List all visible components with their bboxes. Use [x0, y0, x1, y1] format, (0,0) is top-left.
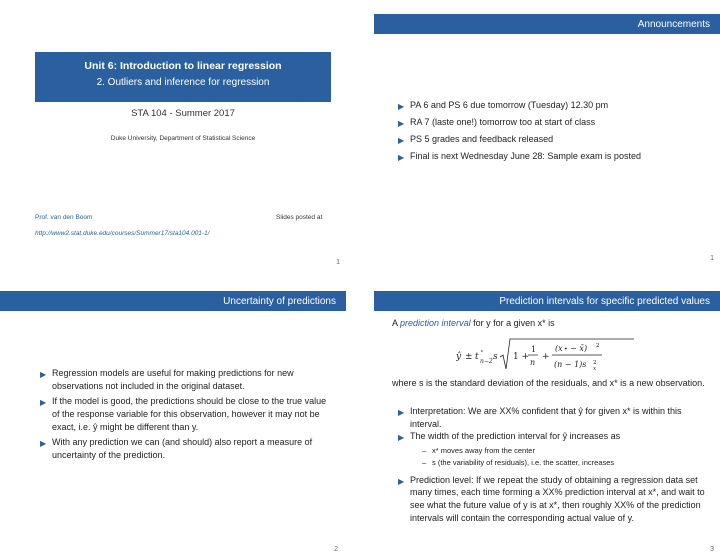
svg-text:n−2: n−2	[480, 358, 493, 365]
uncertainty-list	[40, 367, 335, 468]
svg-text:2: 2	[596, 343, 600, 349]
svg-text:n: n	[530, 358, 536, 367]
sub-list-item: – s (the variability of residuals), i.e. the scatter, increases	[422, 458, 615, 468]
page-number: 1	[710, 255, 714, 262]
bullet-triangle-icon: ▶	[40, 439, 47, 449]
sub-list	[422, 446, 620, 469]
slide-header: Uncertainty of predictions	[0, 291, 346, 311]
slides-posted-label: Slides posted at	[276, 214, 323, 221]
announcement-list	[398, 100, 716, 168]
svg-text:1 +: 1 +	[513, 352, 530, 362]
bullet-triangle-icon: ▶	[398, 136, 405, 145]
svg-text:s: s	[493, 352, 498, 362]
slide-title	[0, 10, 346, 268]
bullet-triangle-icon: ▶	[40, 398, 47, 408]
bullet-triangle-icon: ▶	[398, 102, 405, 111]
list-item: ▶ With any prediction we can (and should) also report a measure of uncertainty of the prediction.	[40, 437, 313, 461]
list-item: ▶ Final is next Wednesday June 28: Sample exam is posted	[398, 151, 641, 162]
title-block	[35, 52, 331, 102]
institution: Duke University, Department of Statistical Science	[110, 135, 256, 142]
deck-subtitle: 2. Outliers and inference for regression	[96, 77, 270, 88]
bullet-triangle-icon: ▶	[40, 370, 47, 379]
svg-text:x: x	[593, 366, 597, 372]
list-item: ▶ Interpretation: We are XX% confident that ŷ for given x* is within this interval.	[398, 406, 682, 429]
slide-prediction-intervals	[374, 291, 720, 557]
slides-url[interactable]: http://www2.stat.duke.edu/courses/Summer17/sta104.001-1/	[35, 230, 210, 237]
slide-announcements	[374, 14, 720, 268]
list-item: ▶ PS 5 grades and feedback released	[398, 134, 554, 145]
slide-header: Prediction intervals for specific predicted values	[374, 291, 720, 311]
bullet-triangle-icon: ▶	[398, 433, 405, 443]
bullet-triangle-icon: ▶	[398, 119, 405, 128]
list-item: ▶ If the model is good, the predictions should be close to the true value of the response variable for this observation, however it may not be exact, i.e. ŷ might be different than y.	[40, 396, 327, 433]
svg-text:+: +	[542, 352, 550, 362]
page-number: 2	[334, 546, 338, 553]
where-text: where s is the standard deviation of the residuals, and x* is a new observation.	[392, 378, 705, 388]
bullet-triangle-icon: ▶	[398, 153, 405, 162]
slide-header: Announcements	[374, 14, 720, 34]
svg-text:ŷ: ŷ	[456, 352, 462, 362]
svg-text:2: 2	[593, 360, 597, 366]
list-item: ▶ Prediction level: If we repeat the study of obtaining a regression data set many times, each time forming a XX% prediction interval at x*, and wait to see what the future value of y is at x*, then roughly XX% of the prediction intervals will contain the corresponding actual value of y.	[398, 474, 705, 523]
bullet-triangle-icon: ▶	[398, 476, 405, 486]
svg-text:1: 1	[531, 345, 537, 354]
svg-text:(x⋆ − x̄): (x⋆ − x̄)	[555, 344, 588, 353]
page-number: 3	[710, 546, 714, 553]
intro-text: A prediction interval for y for a given x* is	[392, 318, 555, 328]
deck-title: Unit 6: Introduction to linear regression	[84, 60, 282, 72]
prediction-list	[398, 405, 713, 530]
bullet-triangle-icon: ▶	[398, 408, 405, 417]
list-item: ▶ RA 7 (laste one!) tomorrow too at start of class	[398, 117, 596, 128]
page-number: 1	[336, 259, 340, 266]
list-item: ▶ PA 6 and PS 6 due tomorrow (Tuesday) 12.30 pm	[398, 100, 609, 111]
list-item: ▶ The width of the prediction interval for ŷ increases as – x* moves away from the center – s (the variability of residuals), i.e. the scatter, increases	[398, 431, 621, 468]
svg-text:±: ±	[465, 352, 473, 362]
course-name: STA 104 - Summer 2017	[131, 108, 235, 119]
author: Prof. van den Boom	[35, 214, 93, 221]
slide-uncertainty	[0, 291, 346, 557]
prediction-interval-term: prediction interval	[400, 318, 471, 328]
svg-text:t: t	[475, 352, 479, 362]
svg-text:⋆: ⋆	[480, 348, 484, 355]
svg-text:(n − 1)s: (n − 1)s	[554, 360, 587, 369]
list-item: ▶ Regression models are useful for making predictions for new observations not included in the original dataset.	[40, 368, 294, 392]
sub-list-item: – x* moves away from the center	[422, 445, 535, 455]
prediction-interval-formula	[456, 335, 636, 377]
